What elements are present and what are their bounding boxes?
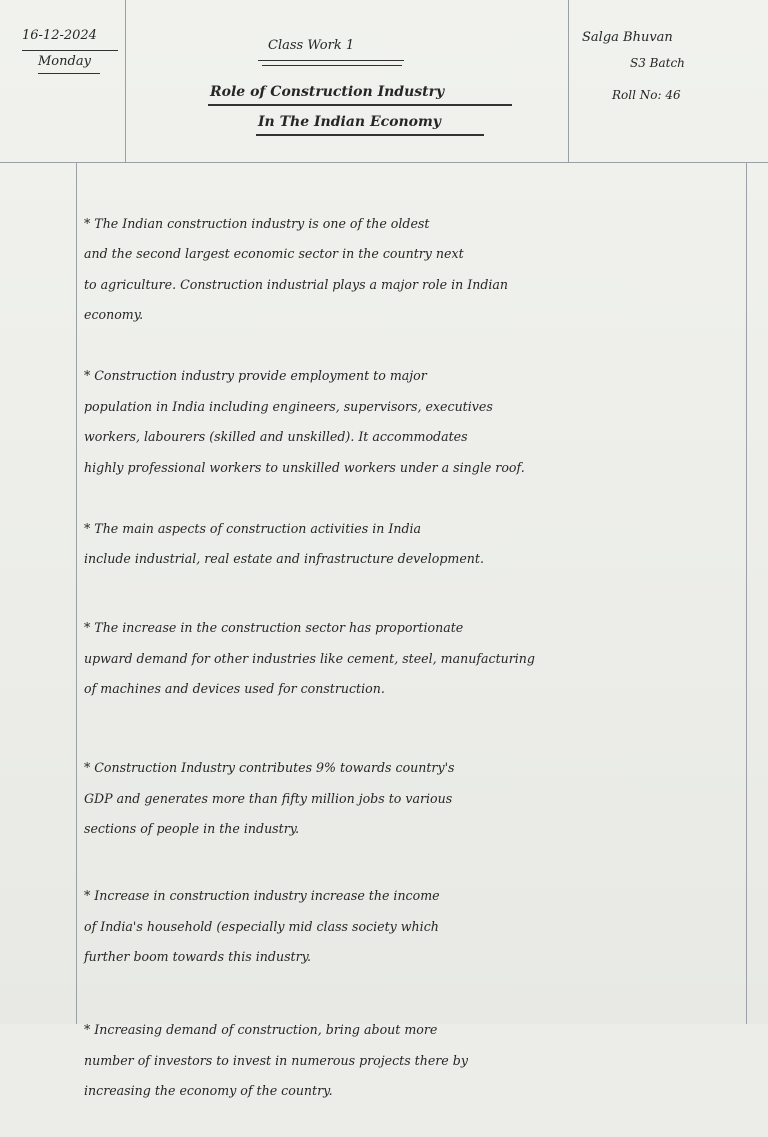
body-right-margin-line — [746, 162, 747, 1024]
class-work-label: Class Work 1 — [268, 38, 355, 53]
day-underline — [38, 73, 100, 74]
header-bottom-line — [0, 162, 768, 163]
class-work-underline-1 — [258, 60, 404, 61]
paragraph-3: * The main aspects of construction activities in India include industrial, real estate and infrastructure development. — [84, 520, 484, 566]
student-name: Salga Bhuvan — [582, 30, 673, 45]
title-line-1-underline — [208, 104, 512, 106]
paragraph-6: * Increase in construction industry increase the income of India's household (especially mid class society which further boom towards this industry. — [84, 888, 440, 964]
date-text: 16-12-2024 — [22, 28, 97, 43]
title-line-1: Role of Construction Industry — [210, 84, 445, 100]
title-line-2-underline — [256, 134, 484, 136]
date-underline — [22, 50, 118, 51]
right-header-line — [568, 0, 569, 162]
left-margin-line — [125, 0, 126, 162]
essay-body — [84, 178, 744, 1137]
batch-text: S3 Batch — [630, 56, 685, 70]
roll-number: Roll No: 46 — [612, 88, 681, 102]
paragraph-4: * The increase in the construction sector has proportionate upward demand for other industries like cement, steel, manufacturing of machines and devices used for construction. — [84, 620, 535, 696]
paragraph-5: * Construction Industry contributes 9% towards country's GDP and generates more than fifty million jobs to various sections of people in the industry. — [84, 760, 455, 836]
paragraph-7: * Increasing demand of construction, bring about more number of investors to invest in numerous projects there by increasing the economy of the country. — [84, 1022, 468, 1098]
body-left-margin-line — [76, 162, 77, 1024]
class-work-underline-2 — [262, 65, 402, 66]
paragraph-1: * The Indian construction industry is one of the oldest and the second largest economic sector in the country next to agriculture. Construction industrial plays a major role in Indian economy. — [84, 215, 509, 322]
title-line-2: In The Indian Economy — [258, 114, 441, 130]
paragraph-2: * Construction industry provide employment to major population in India including engineers, supervisors, executives workers, labourers (skilled and unskilled). It accommodates highly professional workers to unskilled workers under a single roof. — [84, 368, 525, 475]
day-text: Monday — [38, 54, 91, 69]
